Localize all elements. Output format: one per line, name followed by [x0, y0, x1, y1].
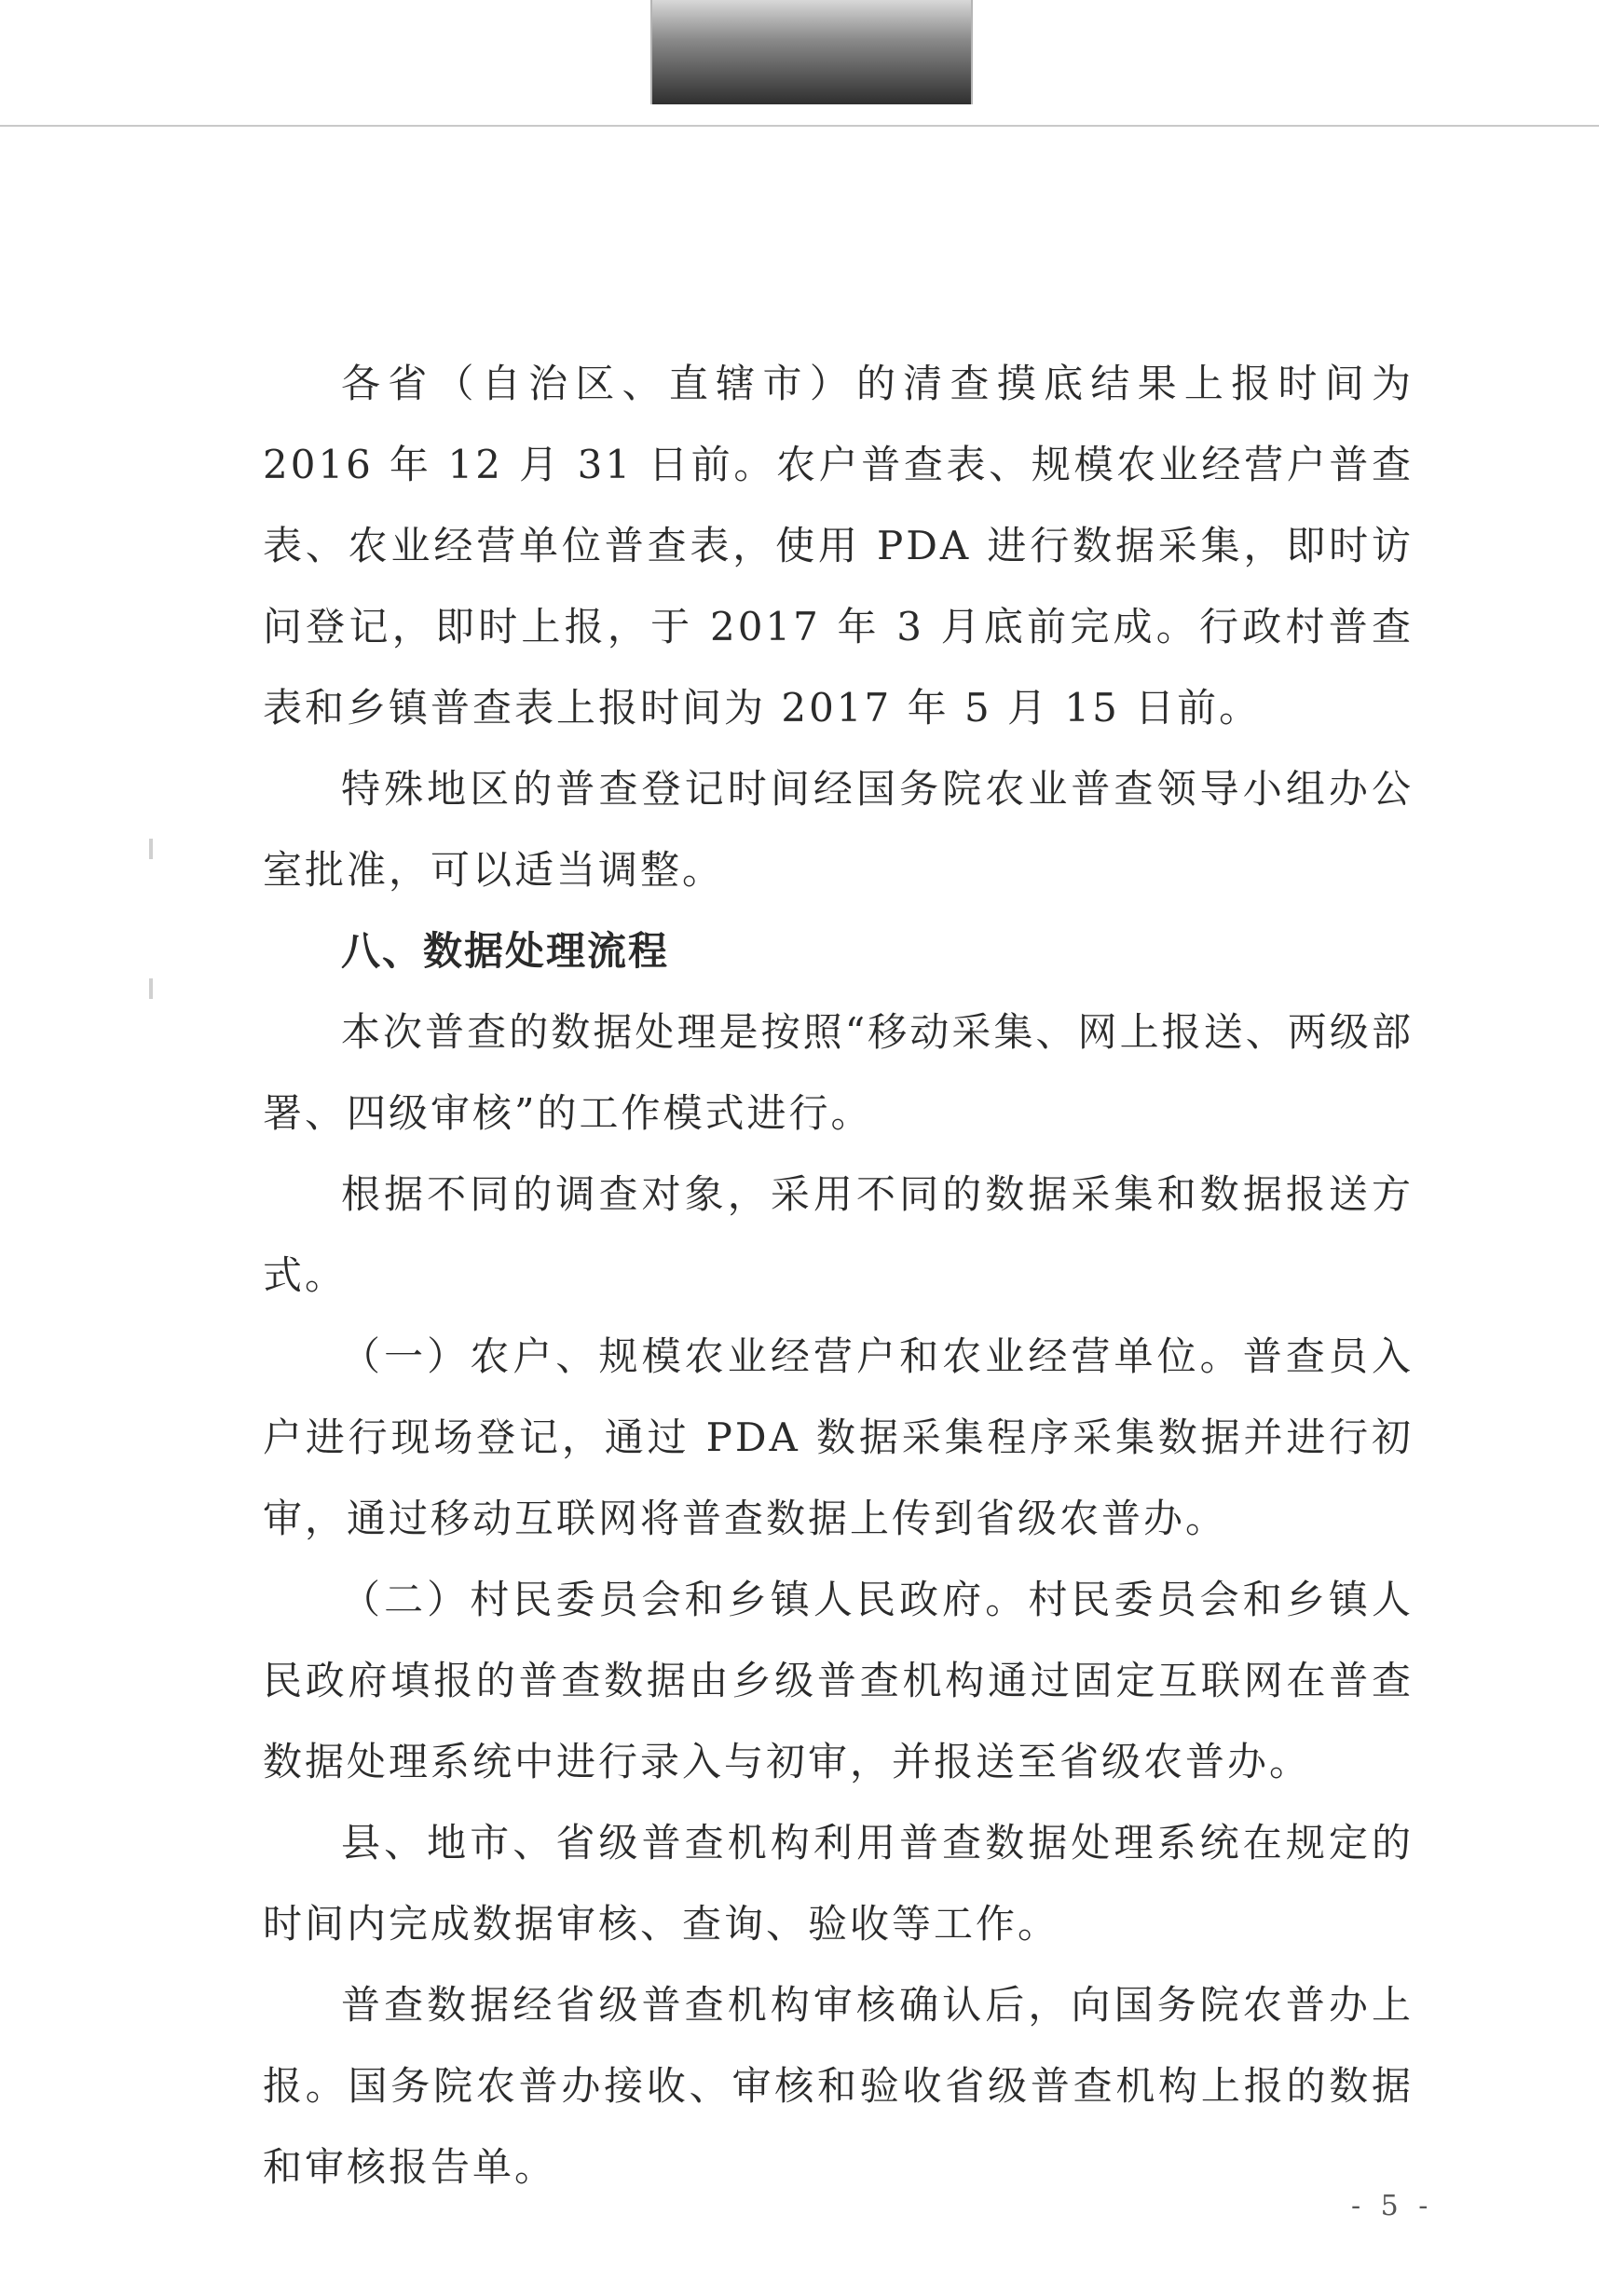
paragraph-final-reporting: 普查数据经省级普查机构审核确认后，向国务院农普办上报。国务院农普办接收、审核和验收省级普查机构上报的数据和审核报告单。 — [263, 1982, 1414, 2190]
paragraph-review-levels: 县、地市、省级普查机构利用普查数据处理系统在规定的时间内完成数据审核、查询、验收等工作。 — [263, 1820, 1414, 1947]
document-body — [263, 343, 1414, 2207]
paragraph-special-regions: 特殊地区的普查登记时间经国务院农业普查领导小组办公室批准，可以适当调整。 — [263, 766, 1414, 893]
paragraph-submission-deadlines: 各省（自治区、直辖市）的清查摸底结果上报时间为 2016 年 12 月 31 日前。农户普查表、规模农业经营户普查表、农业经营单位普查表，使用 PDA 进行数据采集，即时访问登记，即时上报，于 2017 年 3 月底前完成。行政村普查表和乡镇普查表上报时间为 2017 年 5 月 15 日前。 — [263, 361, 1414, 731]
scan-margin-mark — [149, 978, 153, 999]
paragraph-item-one: （一）农户、规模农业经营户和农业经营单位。普查员入户进行现场登记，通过 PDA 数据采集程序采集数据并进行初审，通过移动互联网将普查数据上传到省级农普办。 — [263, 1333, 1414, 1541]
scan-top-edge-line — [0, 125, 1599, 127]
page-number: - 5 - — [1351, 2190, 1434, 2222]
paragraph-collection-methods: 根据不同的调查对象，采用不同的数据采集和数据报送方式。 — [263, 1171, 1414, 1298]
scan-margin-mark — [149, 839, 153, 859]
scanner-binder-clip — [650, 0, 973, 104]
paragraph-item-two: （二）村民委员会和乡镇人民政府。村民委员会和乡镇人民政府填报的普查数据由乡级普查机构通过固定互联网在普查数据处理系统中进行录入与初审，并报送至省级农普办。 — [263, 1577, 1414, 1784]
section-heading-data-processing: 八、数据处理流程 — [341, 928, 670, 974]
paragraph-work-mode: 本次普查的数据处理是按照“移动采集、网上报送、两级部署、四级审核”的工作模式进行。 — [263, 1009, 1414, 1136]
